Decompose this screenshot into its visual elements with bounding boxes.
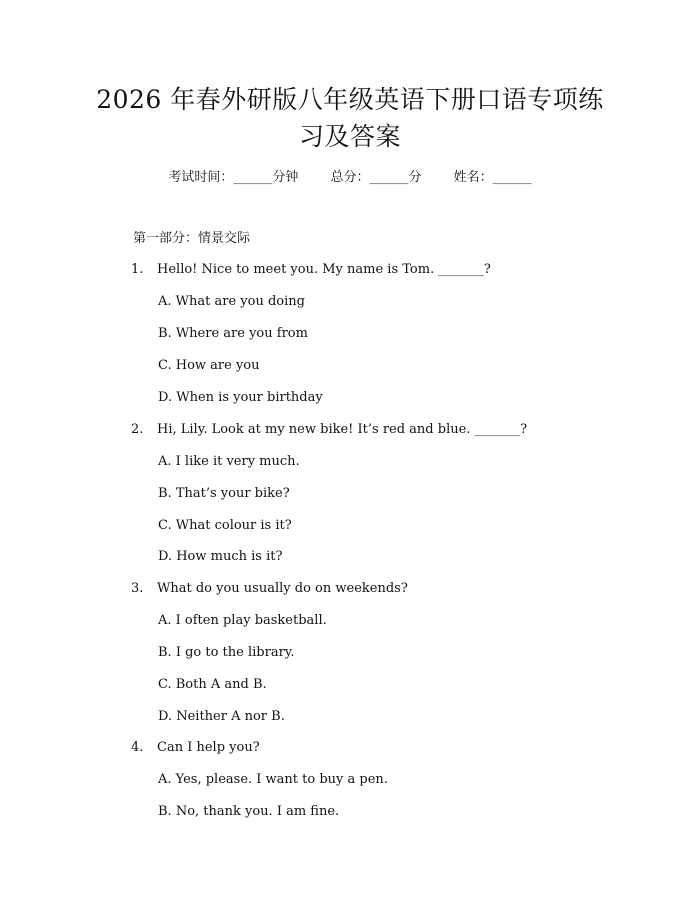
exam-info-line [0, 168, 700, 188]
option-1c: C. How are you [158, 358, 260, 373]
total-score-field: 总分：______分 [330, 170, 422, 185]
option-3a: A. I often play basketball. [158, 613, 327, 628]
question-number: 2. [131, 422, 144, 437]
option-3d: D. Neither A nor B. [158, 709, 285, 724]
question-text: Hello! Nice to meet you. My name is Tom. _______? [157, 262, 491, 277]
option-3c: C. Both A and B. [158, 677, 267, 692]
option-2b: B. That’s your bike? [158, 486, 290, 501]
option-1a: A. What are you doing [158, 294, 305, 309]
question-3 [131, 580, 408, 598]
option-4b: B. No, thank you. I am fine. [158, 804, 340, 819]
option-4a: A. Yes, please. I want to buy a pen. [158, 772, 388, 787]
question-number: 1. [131, 262, 144, 277]
document-title-line-1: 2026 年春外研版八年级英语下册口语专项练 [96, 85, 604, 114]
option-2c: C. What colour is it? [158, 518, 292, 533]
question-number: 4. [131, 740, 144, 755]
question-4 [131, 739, 260, 757]
question-text: Hi, Lily. Look at my new bike! It’s red and blue. _______? [157, 422, 528, 437]
question-2 [131, 421, 527, 439]
section-heading: 第一部分：情景交际 [133, 231, 251, 246]
exam-time-field: 考试时间：______分钟 [168, 170, 299, 185]
option-1b: B. Where are you from [158, 326, 308, 341]
option-2a: A. I like it very much. [158, 454, 300, 469]
option-1d: D. When is your birthday [158, 390, 323, 405]
question-number: 3. [131, 581, 144, 596]
question-1 [131, 261, 491, 279]
student-name-field: 姓名：______ [453, 170, 532, 185]
option-3b: B. I go to the library. [158, 645, 295, 660]
question-text: Can I help you? [157, 740, 260, 755]
option-2d: D. How much is it? [158, 549, 283, 564]
question-text: What do you usually do on weekends? [157, 581, 408, 596]
document-title-line-2: 习及答案 [298, 122, 401, 151]
